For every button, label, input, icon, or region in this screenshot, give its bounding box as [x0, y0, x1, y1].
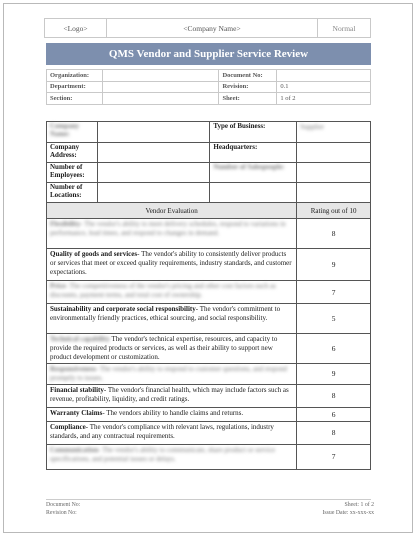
- rating-technical[interactable]: 6: [297, 334, 371, 364]
- rating-warranty[interactable]: 6: [297, 407, 371, 421]
- empty-cell: [210, 183, 297, 203]
- locations-label: Number of Locations:: [47, 183, 98, 203]
- company-name-value[interactable]: [97, 122, 209, 143]
- criteria-compliance: Compliance- The vendor's compliance with relevant laws, regulations, industry standards, and any contractual requirements.: [47, 421, 297, 444]
- criteria-warranty: Warranty Claims- The vendors ability to handle claims and returns.: [47, 407, 297, 421]
- organization-value[interactable]: [102, 70, 219, 82]
- document-info-table: [46, 69, 371, 105]
- rating-communication[interactable]: 7: [297, 444, 371, 469]
- document-no-value[interactable]: [277, 70, 371, 82]
- rating-financial[interactable]: 8: [297, 384, 371, 407]
- criteria-sustainability: Sustainability and corporate social responsibility- The vendor's commitment to environmentally friendly practices, ethical sourcing, and social responsibility.: [47, 304, 297, 334]
- criteria-financial: Financial stability- The vendor's financial health, which may include factors such as revenue, profitability, liquidity, and credit ratings.: [47, 384, 297, 407]
- footer-left: [46, 502, 80, 518]
- salespeople-value[interactable]: [297, 163, 371, 183]
- document-header: [44, 18, 371, 38]
- rating-quality[interactable]: 9: [297, 249, 371, 281]
- footer-issue-date: Issue Date: xx-xxx-xx: [322, 509, 374, 516]
- criteria-price: Price- The competitiveness of the vendor's pricing and other cost factors such as discounts, payment terms, and total cost of ownership.: [47, 281, 297, 304]
- footer-right: [322, 502, 374, 518]
- criteria-flexibility: Flexibility- The vendor's ability to meet delivery schedules, respond to variations in performance, lead times, and respond to changes in demand.: [47, 219, 297, 249]
- revision-value[interactable]: 0.1: [277, 81, 371, 93]
- footer-sheet: Sheet: 1 of 2: [344, 502, 374, 508]
- criteria-responsiveness: Responsiveness- The vendor's ability to respond to customer questions, and respond promptly to issues.: [47, 364, 297, 385]
- document-title: QMS Vendor and Supplier Service Review: [46, 43, 371, 65]
- employees-value[interactable]: [97, 163, 209, 183]
- style-label: Normal: [332, 23, 356, 33]
- department-value[interactable]: [102, 81, 219, 93]
- empty-cell: [297, 183, 371, 203]
- type-of-business-label: Type of Business:: [210, 122, 297, 143]
- company-name-label: Company Name:: [47, 122, 98, 143]
- footer-divider: [46, 499, 371, 500]
- employees-label: Number of Employees:: [47, 163, 98, 183]
- sheet-label: Sheet:: [219, 93, 277, 105]
- organization-label: Organization:: [47, 70, 103, 82]
- document-no-label: Document No:: [219, 70, 277, 82]
- rating-compliance[interactable]: 8: [297, 421, 371, 444]
- rating-header: Rating out of 10: [297, 203, 371, 219]
- headquarters-label: Headquarters:: [210, 143, 297, 163]
- salespeople-label: Number of Salespeople:: [210, 163, 297, 183]
- criteria-quality: Quality of goods and services- The vendor's ability to consistently deliver products or services that meet or exceed quality requirements, industry standards, and customer expectations.: [47, 249, 297, 281]
- rating-responsiveness[interactable]: 9: [297, 364, 371, 385]
- revision-label: Revision:: [219, 81, 277, 93]
- rating-sustainability[interactable]: 5: [297, 304, 371, 334]
- logo-placeholder: <Logo>: [45, 19, 107, 37]
- rating-price[interactable]: 7: [297, 281, 371, 304]
- footer-document-no: Document No:: [46, 502, 81, 508]
- company-address-label: Company Address:: [47, 143, 98, 163]
- criteria-technical: Technical capability The vendor's technical expertise, resources, and capacity to provide the required products or services, as well as their ability to support new product development or customization.: [47, 334, 297, 364]
- footer-revision-no: Revision No:: [46, 509, 77, 516]
- company-address-value[interactable]: [97, 143, 209, 163]
- vendor-evaluation-table: [46, 121, 371, 470]
- criteria-communication: Communication- The vendor's ability to communicate, share product or service specifications, and potential issues or delays.: [47, 444, 297, 469]
- type-of-business-value[interactable]: Supplier: [297, 122, 371, 143]
- locations-value[interactable]: [97, 183, 209, 203]
- department-label: Department:: [47, 81, 103, 93]
- sheet-value[interactable]: 1 of 2: [277, 93, 371, 105]
- section-label: Section:: [47, 93, 103, 105]
- rating-flexibility[interactable]: 8: [297, 219, 371, 249]
- headquarters-value[interactable]: [297, 143, 371, 163]
- company-name-placeholder: <Company Name>: [107, 19, 318, 37]
- section-value[interactable]: [102, 93, 219, 105]
- vendor-evaluation-header: Vendor Evaluation: [47, 203, 297, 219]
